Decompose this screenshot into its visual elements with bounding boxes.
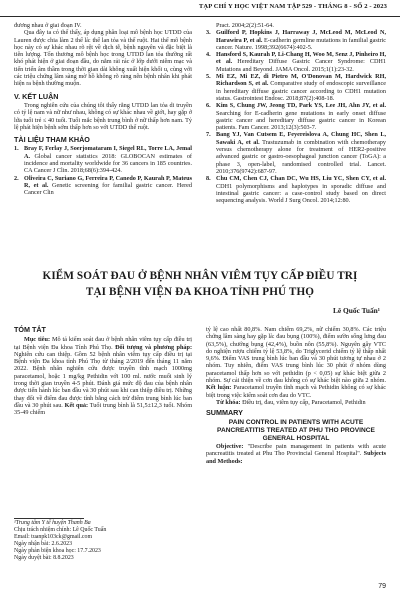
paragraph: đương nhau ở giai đoạn IV. [14, 22, 82, 29]
journal-header [0, 0, 400, 17]
reference-number: 3. [206, 29, 211, 37]
article-title-line: TẠI BỆNH VIỆN ĐA KHOA TỈNH PHÚ THỌ [85, 285, 315, 298]
reference-text: Comparative study of endoscopic surveillance in hereditary diffuse gastric cancer according to CDH1 mutation status. Gastrointest Endosc. 2018;87(2):408-18. [216, 80, 386, 102]
summary-objective-text: "Describe pain management in patients with acute pancreatitis treated at Phu Tho Provincial General Hospital". [206, 443, 387, 458]
abstract-paragraph [14, 336, 192, 416]
article-title-line: KIỂM SOÁT ĐAU Ở BỆNH NHÂN VIÊM TỤY CẤP ĐIỀU TRỊ [42, 270, 358, 282]
reference-number: 2. [14, 174, 19, 182]
reference-item [206, 51, 386, 73]
objective-text: Mô tả kiểm soát đau ở bệnh nhân viêm tụy cấp điều trị tại Bệnh viện Đa khoa Tỉnh Phú Thọ. [14, 336, 193, 351]
reference-authors: Hansford S, Kaurah P, Li-Chang H, Woo M, Senz J, Pinheiro H, et al. [216, 51, 386, 66]
reference-number: 4. [206, 51, 211, 59]
footnote-divider [14, 518, 84, 519]
abstract-left-column [14, 326, 192, 417]
summary-heading: SUMMARY [206, 408, 243, 418]
reference-text: E-cadherin germline mutations in familial gastric cancer. Nature. 1998;392(6674):402-5. [216, 36, 386, 51]
conclusion-heading: V. KẾT LUẬN [14, 91, 59, 101]
keywords-paragraph [206, 399, 386, 406]
results-continued: tỷ lệ cao nhất 80,8%. Nam chiếm 69,2%, nữ chiếm 30,8%. Các triệu chứng lâm sàng hay gặp là: đau bụng (100%), điểm sườn sống lưng đau (63,5%), chướng bụng (42,4%), buồn nôn (55,8%). Nguyên gây VTC do nghiện rượu chiếm tỷ lệ 53,8%, do Triglycerid chiếm tỷ lệ thấp nhất 9,6%. Điểm VAS trung bình lúc ban đầu và 30 phút tương tự nhau ở 2 nhóm. Tuy nhiên, điểm VAS trung bình lúc 30 phút ở nhóm dùng paracetamol thấp hơn so với pethidin (p < 0,05) sự khác biệt giữa 2 nhóm. Sự cải thiện về cơn đau không có sự khác biệt nào giữa 2 nhóm. [206, 326, 386, 385]
abstract-right-column [206, 326, 386, 465]
reference-authors: Oliveira C, Suriano G, Ferreira P, Canedo P, Kaurah P, Mateus R, et al. [24, 174, 192, 189]
summary-paragraph [206, 443, 386, 465]
summary-objective-label: Objective: [216, 443, 244, 451]
conclusion-text: Trong nghiên cứu của chúng tôi thấy rằng UTDD lan tỏa di truyền có tỷ lệ nam và nữ như nhau, không có sự khác nhau về giới, hay gặp ở lứa tuổi trẻ ≤ 40 tuổi. Tuổi mắc bệnh trung bình ở nữ thấp hơn nam. Tỷ lệ phát hiện bệnh sớm thấp hơn so với UTDD thể ruột. [14, 101, 192, 131]
reference-authors: Mi EZ, Mi EZ, di Pietro M, O'Donovan M, Hardwick RH, Richardson S, et al. [216, 73, 386, 88]
reference-text: Global cancer statistics 2018: GLOBOCAN estimates of incidence and mortality worldwide for 36 cancers in 185 countries. CA Cancer J Clin. 2018;68(6):394-424. [24, 152, 192, 175]
journal-header-text: TẠP CHÍ Y HỌC VIỆT NAM TẬP 529 - THÁNG 8 - SỐ 2 - 2023 [198, 3, 387, 10]
methods-label: Đối tượng và phương pháp: [115, 343, 192, 351]
page-number: 79 [378, 583, 386, 590]
reference-item [206, 73, 386, 102]
reference-number: 8. [206, 175, 211, 183]
reference-item [206, 131, 386, 175]
reference-item [14, 145, 192, 174]
date-received: Ngày nhận bài: 2.6.2023 [14, 541, 73, 548]
paragraph: Qua đây ta có thể thấy, áp dụng phân loại mô bệnh học UTDD của Lauren được chia làm 2 thể là: thể lan tỏa và thể ruột. Hai thể mô bệnh học này có sự khác nhau rõ rệt về dịch tễ, bệnh nguyên và đặc biệt là tiên lượng. Tổn thương mô bệnh học trong UTDD lan tỏa thường rất khó phát hiện ở giai đoạn đầu, do nằm rải rác ở lớp dưới niêm mạc và tiến triển âm thầm trong thời gian dài không xuất hiện khối u, cùng với các triệu chứng lâm sàng mờ hồ không rõ ràng nên bệnh nhân khi phát hiện ra bệnh thường muộn. [14, 29, 192, 88]
date-accepted: Ngày duyệt bài: 8.8.2023 [14, 555, 74, 562]
reference-text: CDH1 polymorphisms and haplotypes in sporadic diffuse and intestinal gastric cancer: a case-control study based on direct sequencing analysis. World J Surg Oncol. 2014;12:80. [216, 182, 386, 205]
article-title [10, 269, 390, 300]
footnotes [14, 520, 194, 563]
reference-authors: Kim S, Chung JW, Jeong TD, Park YS, Lee JH, Ahn JY, et al. [216, 102, 386, 110]
reference-item [206, 175, 386, 204]
reference-text: Trastuzumab in combination with chemotherapy versus chemotherapy alone for treatment of HER2-positive advanced gastric or gastro-oesophageal junction cancer (ToGA): a phase 3, open-label, randomised controlled trial. Lancet. 2010;376(9742):687-97. [216, 138, 386, 175]
email: Email: tuanpk103ck@gmail.com [14, 534, 93, 541]
reference-authors: Bang YJ, Van Cutsem E, Feyereislova A, Chung HC, Shen L, Sawaki A, et al. [216, 131, 386, 146]
abstract-heading: TÓM TẮT [14, 325, 46, 334]
author-name: Lê Quốc Tuấn¹ [333, 306, 380, 315]
objective-label: Mục tiêu: [24, 336, 51, 344]
affiliation: ¹Trung tâm Y tế huyện Thanh Ba [14, 520, 91, 526]
summary-methods-label: Subjects and Methods: [206, 450, 387, 465]
keywords-text: Điều trị, đau, viêm tụy cấp, Paracetamol, Pethidin [242, 398, 366, 406]
reference-number: 5. [206, 73, 211, 81]
reference-text: Pract. 2004;2(2):51-64. [216, 22, 274, 29]
reference-item [206, 29, 386, 51]
left-column-upper [14, 22, 192, 197]
conclusion-label: Kết luận: [206, 384, 232, 392]
corresponding-author: Chịu trách nhiệm chính: Lê Quốc Tuấn [14, 527, 107, 534]
reference-authors: Bray F, Ferlay J, Soerjomataram I, Siegel RL, Torre LA, Jemal A. [24, 145, 192, 160]
reference-number: 1. [14, 145, 19, 153]
conclusion-text: Paracetamol truyền tĩnh mạch và Pethidin không có sự khác biệt trong việc kiểm soát cơn đau do VTC. [206, 384, 386, 399]
reference-authors: Guilford P, Hopkins J, Harraway J, McLeod M, McLeod N, Harawira P, et al. [216, 29, 386, 44]
reference-text: Hereditary Diffuse Gastric Cancer Syndrome: CDH1 Mutations and Beyond. JAMA Oncol. 2015;1(1):23-32. [216, 58, 386, 73]
results-label: Kết quả: [64, 401, 89, 409]
references-heading: TÀI LIỆU THAM KHẢO [14, 135, 90, 145]
reference-number: 7. [206, 131, 211, 139]
methods-text: Nghiên cứu can thiệp. Gồm 52 bệnh nhân viêm tụy cấp điều trị tại Bệnh viện Đa khoa tỉnh Phú Thọ từ tháng 2/2019 đến tháng 11 năm 2022. Bệnh nhân nghiên cứu được truyền tĩnh mạch 1000mg paracetamol, hoặc 1 mg/kg Pethidin với 100 ml. nước muối sinh lý trong thời gian truyền 4-5 phút. Đánh giá mức độ đau của bệnh nhân được tiến hành lúc ban đầu và 30 phút sau khi can thiệp điều trị. Những thay đổi về điểm đau được tính bằng cách trừ điểm trung bình lúc ban đầu và 30 phút sau. [14, 350, 192, 409]
summary-title: PAIN CONTROL IN PATIENTS WITH ACUTE PANCREATITIS TREATED AT PHU THO PROVINCE GENERAL HOSPITAL [217, 418, 375, 442]
right-column-upper [206, 22, 386, 204]
keywords-label: Từ khóa: [216, 398, 241, 406]
reference-authors: Chu CM, Chen CJ, Chan DC, Wu HS, Liu YC, Shen CY, et al. [216, 175, 386, 183]
reference-text: Searching for E-cadherin gene mutations in early onset diffuse gastric cancer and hereditary diffuse gastric cancer in Korean patients. Fam Cancer. 2013;12(3):503-7. [216, 109, 386, 132]
reference-item [206, 102, 386, 131]
reference-number: 6. [206, 102, 211, 110]
abstract-paragraph [206, 326, 386, 399]
results-text: Tuổi trung bình là 51,5±12,3 tuổi. Nhóm 35-49 chiếm [14, 401, 193, 417]
reference-text: Genetic screening for familial gastric cancer. Hered Cancer Clin [24, 181, 193, 197]
reference-continuation [206, 22, 386, 29]
reference-item [14, 175, 192, 197]
date-reviewed: Ngày phản biện khoa học: 17.7.2023 [14, 548, 101, 555]
